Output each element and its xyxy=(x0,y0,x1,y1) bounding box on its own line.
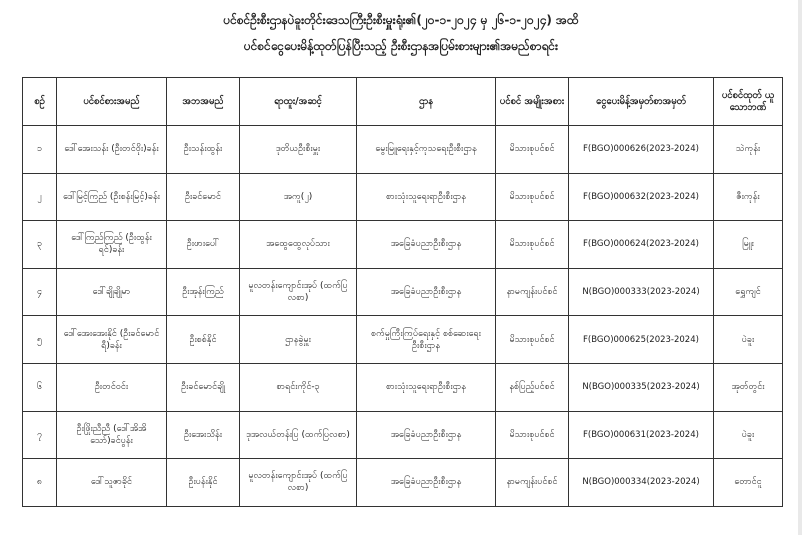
cell-serial: ၅ xyxy=(23,316,57,364)
table-row xyxy=(23,126,783,174)
header-department: ဌာန xyxy=(357,78,496,126)
document-title-line-1: ပင်စင်ဦးစီးဌာနပဲခူးတိုင်းဒေသကြီးဦးစီးမှူးရုံး၏(၂၀-၁-၂၀၂၄ မှ ၂၆-၁-၂၀၂၄) အထိ xyxy=(223,13,579,27)
document-title-line-2: ပင်စင်ငွေပေးမိန့်ထုတ်ပြန်ပြီးသည့် ဦးစီးဌာနအပြမ်းစားများ၏အမည်စာရင်း xyxy=(243,39,559,53)
cell-bank: ဇီးကုန်း xyxy=(714,173,783,221)
cell-pensioner-name: ဒေါ်အေးအေးနိုင် (ဦးခင်မောင်ရီ)ခန်း xyxy=(57,316,167,364)
table-row xyxy=(23,268,783,316)
cell-bank: အုတ်တွင်း xyxy=(714,363,783,411)
cell-bank: တောင်ငူ xyxy=(714,459,783,507)
cell-rank: ဒုတိယဦးစီးမှူး xyxy=(240,126,357,174)
table-row xyxy=(23,221,783,269)
cell-order-number: F(BGO)000625(2023-2024) xyxy=(569,316,714,364)
cell-pensioner-name: ဦးတင်ဝင်း xyxy=(57,363,167,411)
cell-order-number: N(BGO)000334(2023-2024) xyxy=(569,459,714,507)
header-serial: စဉ် xyxy=(23,78,57,126)
table-header-row xyxy=(23,78,783,126)
cell-rank: မူလတန်းကျောင်းအုပ် (ထက်ပြလစာ) xyxy=(240,268,357,316)
table-row xyxy=(23,459,783,507)
cell-pensioner-name: ဦးဖြိုးညီညီ (ဒေါ်အိအိသော်)ခင်ပွန်း xyxy=(57,411,167,459)
cell-pensioner-name: ဒေါ်ကြည်ကြည် (ဦးထွန်းရင်)ခန်း xyxy=(57,221,167,269)
cell-serial: ၄ xyxy=(23,268,57,316)
cell-order-number: N(BGO)000335(2023-2024) xyxy=(569,363,714,411)
cell-pension-type: မိသားစုပင်စင် xyxy=(496,221,569,269)
cell-pensioner-name: ဒေါ်မြင့်ကြည် (ဦးစန်းမြင့်)ခန်း xyxy=(57,173,167,221)
cell-rank: အထွေထွေလုပ်သား xyxy=(240,221,357,269)
cell-serial: ၃ xyxy=(23,221,57,269)
cell-department: အခြေခံပညာဦးစီးဌာန xyxy=(357,221,496,269)
cell-pensioner-name: ဒေါ်ချိုချိုမာ xyxy=(57,268,167,316)
cell-bank: ပဲခူး xyxy=(714,411,783,459)
cell-rank: ဒုအလယ်တန်းပြ (ထက်ပြလစာ) xyxy=(240,411,357,459)
cell-pension-type: နာမကျန်းပင်စင် xyxy=(496,268,569,316)
cell-pensioner-name: ဒေါ်သူဇာခိုင် xyxy=(57,459,167,507)
cell-serial: ၂ xyxy=(23,173,57,221)
cell-pension-type: မိသားစုပင်စင် xyxy=(496,126,569,174)
cell-department: စားသုံးသူရေးရာဦးစီးဌာန xyxy=(357,363,496,411)
cell-rank: မူလတန်းကျောင်းအုပ် (ထက်ပြလစာ) xyxy=(240,459,357,507)
cell-father-name: ဦးခင်မောင်ချို xyxy=(167,363,240,411)
cell-serial: ၁ xyxy=(23,126,57,174)
cell-father-name: ဦးစစ်နိုင် xyxy=(167,316,240,364)
cell-pension-type: မိသားစုပင်စင် xyxy=(496,173,569,221)
cell-rank: ဌာနခွဲမှူး xyxy=(240,316,357,364)
cell-department: စက်မှုကြီးကြပ်ရေးနှင့် စစ်ဆေးရေးဦးစီးဌာန xyxy=(357,316,496,364)
cell-department: အခြေခံပညာဦးစီးဌာန xyxy=(357,411,496,459)
cell-father-name: ဦးဖားပေါ် xyxy=(167,221,240,269)
cell-pension-type: မိသားစုပင်စင် xyxy=(496,316,569,364)
scan-edge xyxy=(798,0,802,535)
header-father-name: အဘအမည် xyxy=(167,78,240,126)
cell-order-number: F(BGO)000632(2023-2024) xyxy=(569,173,714,221)
cell-serial: ၇ xyxy=(23,411,57,459)
header-pension-type: ပင်စင် အမျိုးအစား xyxy=(496,78,569,126)
header-order-number: ငွေပေးမိန့်အမှတ်စာအမှတ် xyxy=(569,78,714,126)
cell-bank: ရွှေကျင် xyxy=(714,268,783,316)
cell-order-number: N(BGO)000333(2023-2024) xyxy=(569,268,714,316)
cell-bank: သဲကုန်း xyxy=(714,126,783,174)
header-pensioner-name: ပင်စင်စားအမည် xyxy=(57,78,167,126)
cell-serial: ၈ xyxy=(23,459,57,507)
header-bank: ပင်စင်ထုတ် ယူသောဘဏ် xyxy=(714,78,783,126)
cell-father-name: ဦးပန်းနိုင် xyxy=(167,459,240,507)
cell-bank: မြူး xyxy=(714,221,783,269)
cell-pensioner-name: ဒေါ်အေးသန်း (ဦးတင်ဝိုး)ခန်း xyxy=(57,126,167,174)
cell-department: အခြေခံပညာဦးစီးဌာန xyxy=(357,268,496,316)
cell-department: မွေးမြူရေးနှင့်ကုသရေးဦးစီးဌာန xyxy=(357,126,496,174)
table-row xyxy=(23,411,783,459)
cell-order-number: F(BGO)000624(2023-2024) xyxy=(569,221,714,269)
cell-rank: စာရင်းကိုင်-၃ xyxy=(240,363,357,411)
table-row xyxy=(23,316,783,364)
cell-department: စားသုံးသူရေးရာဦးစီးဌာန xyxy=(357,173,496,221)
cell-rank: အကူ(၂) xyxy=(240,173,357,221)
cell-pension-type: နစ်ပြည့်ပင်စင် xyxy=(496,363,569,411)
table-row xyxy=(23,363,783,411)
cell-father-name: ဦးအေးသိန်း xyxy=(167,411,240,459)
cell-order-number: F(BGO)000631(2023-2024) xyxy=(569,411,714,459)
cell-pension-type: နာမကျန်းပင်စင် xyxy=(496,459,569,507)
cell-order-number: F(BGO)000626(2023-2024) xyxy=(569,126,714,174)
cell-father-name: ဦးအုန်းကြည် xyxy=(167,268,240,316)
header-rank: ရာထူး/အဆင့် xyxy=(240,78,357,126)
cell-serial: ၆ xyxy=(23,363,57,411)
table-row xyxy=(23,173,783,221)
cell-father-name: ဦးသန်းထွန်း xyxy=(167,126,240,174)
pensioner-table xyxy=(22,77,783,507)
cell-pension-type: မိသားစုပင်စင် xyxy=(496,411,569,459)
cell-department: အခြေခံပညာဦးစီးဌာန xyxy=(357,459,496,507)
cell-father-name: ဦးခင်မောင် xyxy=(167,173,240,221)
cell-bank: ပဲခူး xyxy=(714,316,783,364)
